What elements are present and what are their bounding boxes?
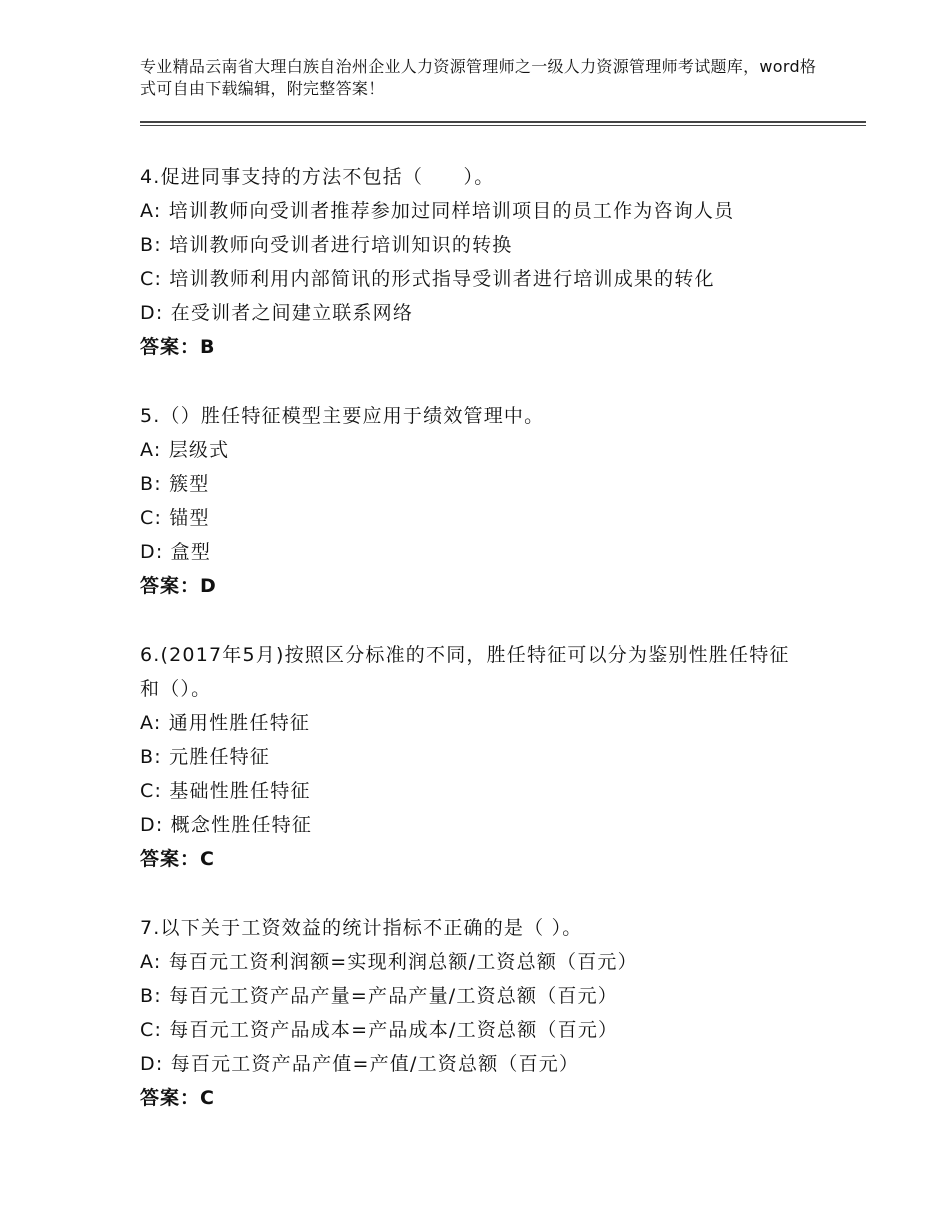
option-a: A: 每百元工资利润额=实现利润总额/工资总额（百元） — [140, 951, 638, 973]
option-c: C: 基础性胜任特征 — [140, 780, 311, 802]
option-d: D: 盒型 — [140, 541, 212, 563]
option-b: B: 簇型 — [140, 473, 210, 495]
option-d: D: 概念性胜任特征 — [140, 814, 313, 836]
question-5 — [140, 399, 820, 603]
question-6 — [140, 638, 820, 876]
answer-label: 答案：C — [140, 848, 215, 870]
document-header — [140, 56, 830, 100]
option-d: D: 在受训者之间建立联系网络 — [140, 302, 414, 324]
option-d: D: 每百元工资产品产值=产值/工资总额（百元） — [140, 1053, 580, 1075]
question-stem: 5.（）胜任特征模型主要应用于绩效管理中。 — [140, 405, 545, 427]
header-divider — [140, 121, 866, 123]
option-c: C: 锚型 — [140, 507, 210, 529]
question-stem: 6.(2017年5月)按照区分标准的不同，胜任特征可以分为鉴别性胜任特征和（）。 — [140, 644, 790, 700]
option-b: B: 元胜任特征 — [140, 746, 271, 768]
option-a: A: 培训教师向受训者推荐参加过同样培训项目的员工作为咨询人员 — [140, 200, 735, 222]
question-7 — [140, 911, 820, 1115]
option-a: A: 通用性胜任特征 — [140, 712, 311, 734]
question-4 — [140, 160, 820, 364]
option-b: B: 培训教师向受训者进行培训知识的转换 — [140, 234, 513, 256]
option-c: C: 每百元工资产品成本=产品成本/工资总额（百元） — [140, 1019, 619, 1041]
question-stem: 7.以下关于工资效益的统计指标不正确的是（ ）。 — [140, 917, 583, 939]
answer-label: 答案：D — [140, 575, 217, 597]
question-stem: 4.促进同事支持的方法不包括（ ）。 — [140, 166, 495, 188]
document-title: 专业精品云南省大理白族自治州企业人力资源管理师之一级人力资源管理师考试题库，word格式可自由下载编辑，附完整答案！ — [140, 57, 817, 98]
answer-label: 答案：C — [140, 1087, 215, 1109]
option-b: B: 每百元工资产品产量=产品产量/工资总额（百元） — [140, 985, 618, 1007]
option-a: A: 层级式 — [140, 439, 230, 461]
answer-label: 答案：B — [140, 336, 216, 358]
option-c: C: 培训教师利用内部简讯的形式指导受训者进行培训成果的转化 — [140, 268, 715, 290]
